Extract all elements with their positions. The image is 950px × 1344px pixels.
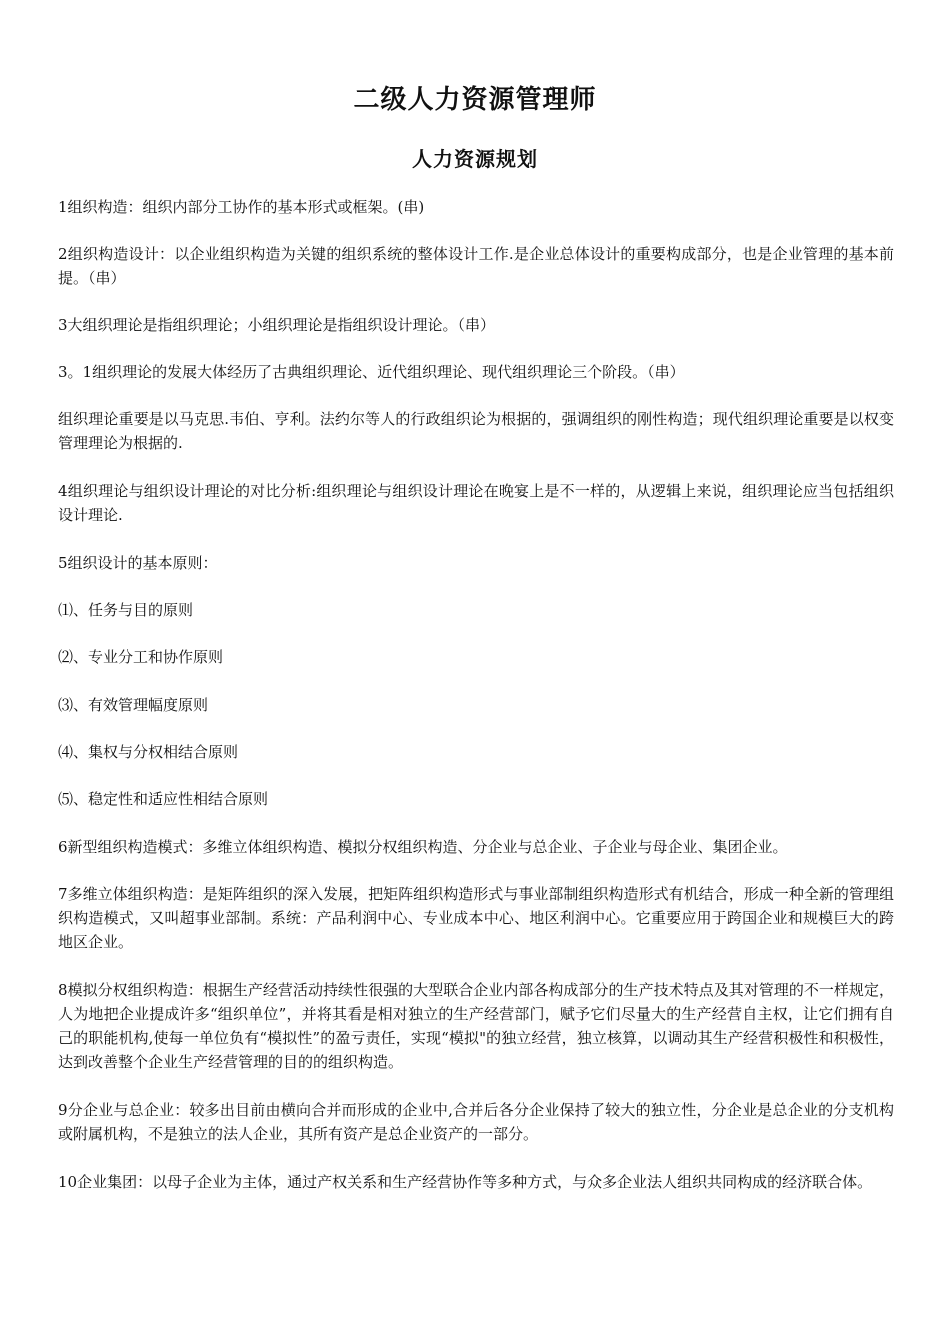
paragraph-9: 9分企业与总企业：较多出目前由横向合并而形成的企业中,合并后各分企业保持了较大的独立性，分企业是总企业的分支机构或附属机构，不是独立的法人企业，其所有资产是总企业资产的一部分。 [58, 1101, 894, 1143]
paragraph-2: 2组织构造设计：以企业组织构造为关键的组织系统的整体设计工作.是企业总体设计的重要构成部分，也是企业管理的基本前提。（串） [58, 245, 894, 287]
document-title: 二级人力资源管理师 [353, 85, 597, 115]
paragraph-6: 6新型组织构造模式：多维立体组织构造、模拟分权组织构造、分企业与总企业、子企业与母企业、集团企业。 [58, 838, 788, 856]
paragraph-3: 3大组织理论是指组织理论；小组织理论是指组织设计理论。（串） [58, 316, 496, 334]
principle-item-3: ⑶、有效管理幅度原则 [58, 696, 209, 714]
paragraph-8: 8模拟分权组织构造：根据生产经营活动持续性很强的大型联合企业内部各构成部分的生产技术特点及其对管理的不一样规定，人为地把企业提成许多“组织单位”，并将其看是相对独立的生产经营部门，赋予它们尽量大的生产经营自主权，让它们拥有自己的职能机构,使每一单位负有“模拟性”的盈亏责任，实现“模拟"的独立经营，独立核算，以调动其生产经营积极性和积极性，达到改善整个企业生产经营管理的目的的组织构造。 [58, 981, 894, 1071]
principle-item-1: ⑴、任务与目的原则 [58, 601, 194, 619]
paragraph-1: 1组织构造：组织内部分工协作的基本形式或框架。(串) [58, 198, 425, 216]
paragraph-5: 5组织设计的基本原则： [58, 554, 218, 572]
section-title: 人力资源规划 [412, 147, 538, 171]
paragraph-3-1: 3。1组织理论的发展大体经历了古典组织理论、近代组织理论、现代组织理论三个阶段。（串） [58, 363, 685, 381]
principle-item-5: ⑸、稳定性和适应性相结合原则 [58, 790, 269, 808]
paragraph-7: 7多维立体组织构造：是矩阵组织的深入发展，把矩阵组织构造形式与事业部制组织构造形式有机结合，形成一种全新的管理组织构造模式，又叫超事业部制。系统：产品利润中心、专业成本中心、地区利润中心。它重要应用于跨国企业和规模巨大的跨地区企业。 [58, 885, 894, 951]
principle-item-2: ⑵、专业分工和协作原则 [58, 648, 224, 666]
paragraph-10: 10企业集团：以母子企业为主体，通过产权关系和生产经营协作等多种方式，与众多企业法人组织共同构成的经济联合体。 [58, 1173, 873, 1191]
paragraph-theory-basis: 组织理论重要是以马克思.韦伯、亨利。法约尔等人的行政组织论为根据的，强调组织的刚性构造；现代组织理论重要是以权变管理理论为根据的. [58, 410, 894, 452]
principle-item-4: ⑷、集权与分权相结合原则 [58, 743, 239, 761]
paragraph-4: 4组织理论与组织设计理论的对比分析:组织理论与组织设计理论在晚宴上是不一样的，从逻辑上来说，组织理论应当包括组织设计理论. [58, 482, 894, 524]
